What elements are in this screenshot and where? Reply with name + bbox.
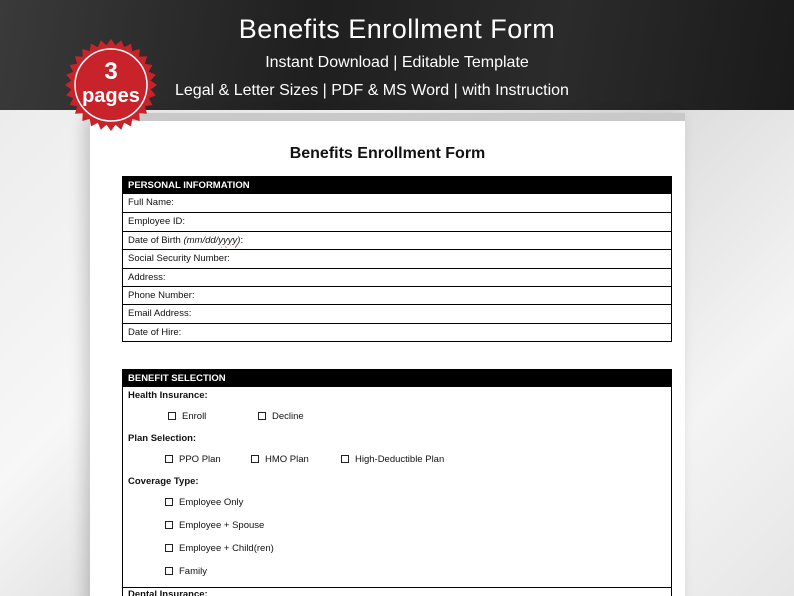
section-header: BENEFIT SELECTION xyxy=(123,370,671,387)
field-label: Phone Number: xyxy=(128,289,195,301)
field-label: Date of Birth xyxy=(128,234,181,246)
coverage-type-label: Coverage Type: xyxy=(128,476,199,487)
personal-information-section xyxy=(122,176,672,342)
field-label: Full Name: xyxy=(128,197,174,208)
field-label: Address: xyxy=(128,271,166,283)
document-title: Benefits Enrollment Form xyxy=(289,145,486,162)
section-header: PERSONAL INFORMATION xyxy=(123,177,671,194)
plan-selection-label: Plan Selection: xyxy=(128,433,197,444)
option-decline[interactable]: Decline xyxy=(258,411,304,422)
checkbox-icon[interactable] xyxy=(258,412,266,420)
checkbox-icon[interactable] xyxy=(165,567,173,575)
page-edge xyxy=(90,113,685,121)
option-employee-only[interactable]: Employee Only xyxy=(165,497,243,508)
benefit-selection-section xyxy=(122,369,672,596)
field-phone[interactable] xyxy=(123,286,671,304)
field-date-of-hire[interactable] xyxy=(123,323,671,341)
option-hmo[interactable]: HMO Plan xyxy=(251,454,309,465)
field-label: Date of Hire: xyxy=(128,326,182,338)
field-address[interactable] xyxy=(123,268,671,286)
dental-insurance-label: Dental Insurance: xyxy=(123,587,671,596)
field-ssn[interactable] xyxy=(123,249,671,267)
health-insurance-label: Health Insurance: xyxy=(128,390,208,401)
field-full-name[interactable] xyxy=(123,194,671,212)
field-label: Social Security Number: xyxy=(128,253,230,265)
checkbox-icon[interactable] xyxy=(165,521,173,529)
option-ppo[interactable]: PPO Plan xyxy=(165,454,221,465)
pages-badge xyxy=(64,38,158,132)
checkbox-icon[interactable] xyxy=(168,412,176,420)
option-enroll[interactable]: Enroll xyxy=(168,411,206,422)
benefit-body xyxy=(123,387,671,596)
field-colon: : xyxy=(240,234,244,246)
checkbox-icon[interactable] xyxy=(251,455,259,463)
option-family[interactable]: Family xyxy=(165,566,207,577)
badge-word: pages xyxy=(82,85,140,107)
badge-number: 3 xyxy=(104,58,118,85)
banner-subtitle-1: Instant Download | Editable Template xyxy=(265,54,529,71)
checkbox-icon[interactable] xyxy=(165,455,173,463)
checkbox-icon[interactable] xyxy=(165,498,173,506)
banner-subtitle-2: Legal & Letter Sizes | PDF & MS Word | with Instruction xyxy=(175,82,569,99)
field-label: Employee ID: xyxy=(128,216,186,228)
date-format-hint: (mm/dd/yyyy) xyxy=(183,234,241,246)
checkbox-icon[interactable] xyxy=(341,455,349,463)
personal-fields xyxy=(123,194,671,341)
option-employee-children[interactable]: Employee + Child(ren) xyxy=(165,543,274,554)
document-page xyxy=(90,113,685,596)
option-employee-spouse[interactable]: Employee + Spouse xyxy=(165,520,264,531)
checkbox-icon[interactable] xyxy=(165,544,173,552)
field-employee-id[interactable] xyxy=(123,212,671,230)
field-date-of-birth[interactable] xyxy=(123,231,671,249)
option-high-deductible[interactable]: High-Deductible Plan xyxy=(341,454,444,465)
field-email[interactable] xyxy=(123,304,671,322)
banner-title: Benefits Enrollment Form xyxy=(238,14,556,44)
field-label: Email Address: xyxy=(128,308,192,320)
